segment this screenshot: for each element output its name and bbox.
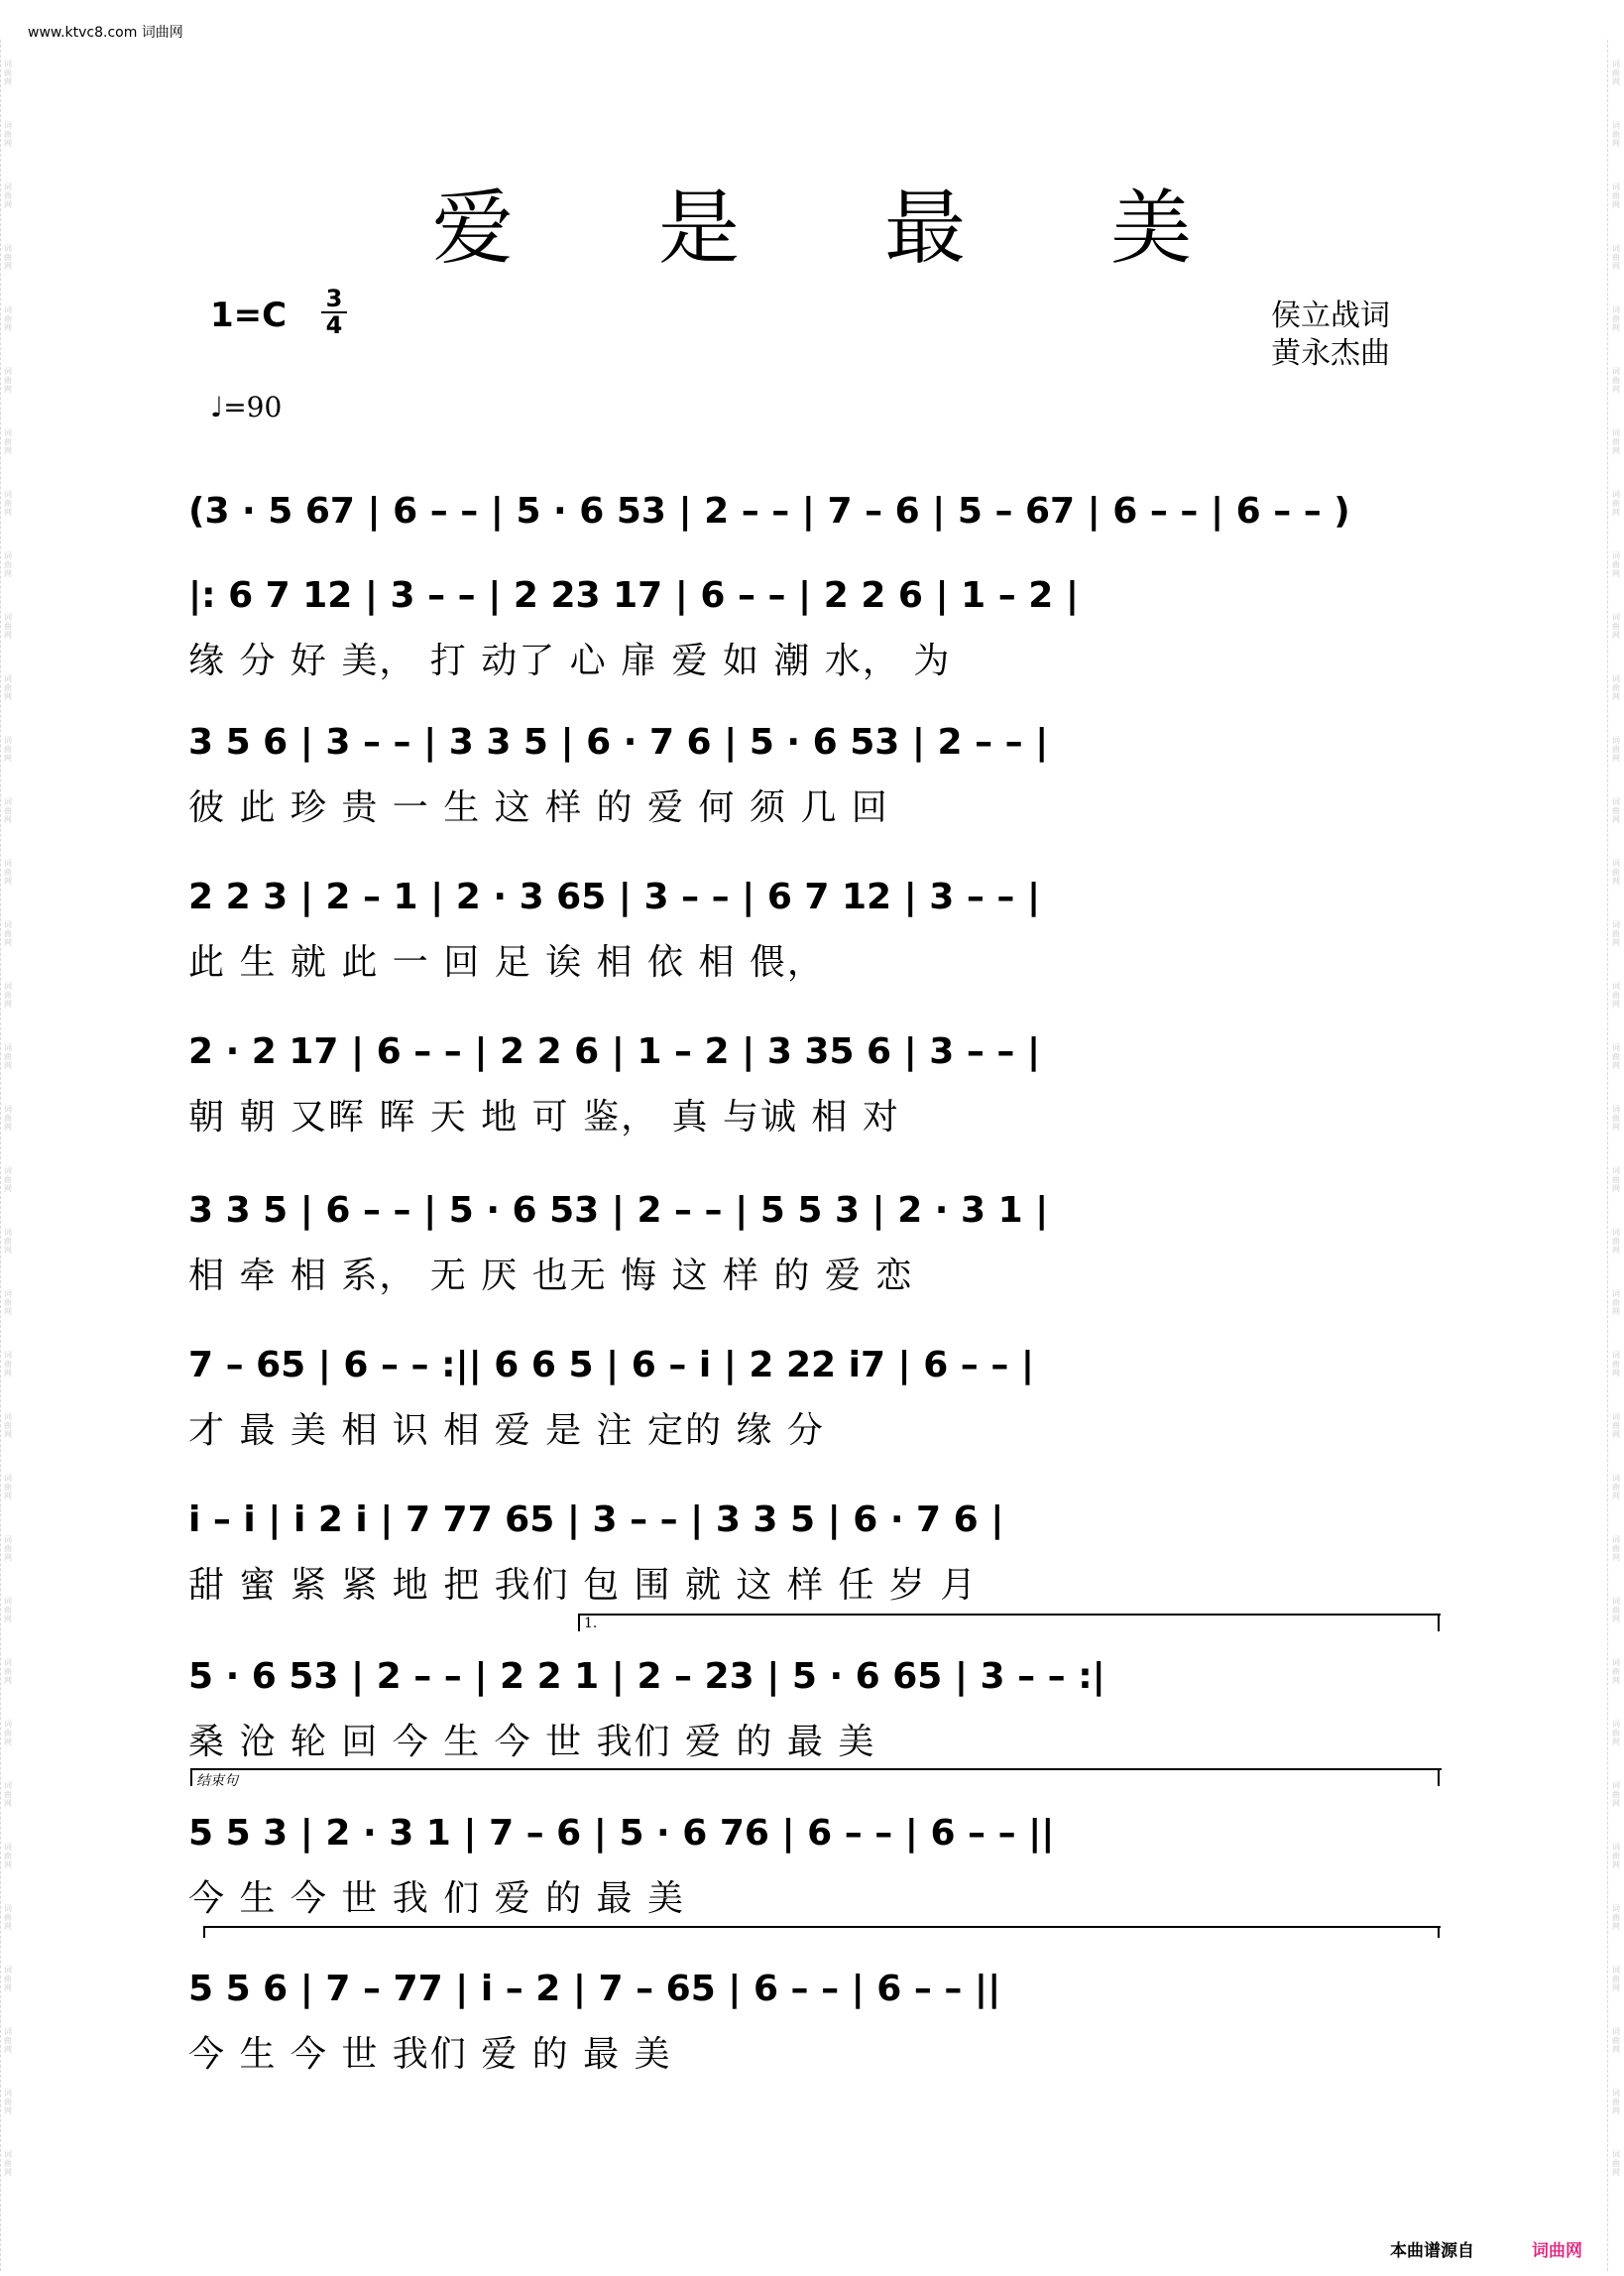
edge-watermark: 词曲网 bbox=[4, 428, 12, 455]
edge-watermark: 词曲网 bbox=[1612, 1351, 1620, 1378]
edge-watermark: 词曲网 bbox=[1612, 1904, 1620, 1931]
lyrics-line: 朝 朝 又晖 晖 天 地 可 鉴， 真 与诚 相 对 bbox=[188, 1097, 900, 1138]
lyrics-line: 才 最 美 相 识 相 爱 是 注 定的 缘 分 bbox=[188, 1410, 825, 1451]
edge-watermark: 词曲网 bbox=[1612, 1105, 1620, 1132]
edge-watermark: 词曲网 bbox=[1612, 613, 1620, 640]
edge-watermark: 词曲网 bbox=[4, 1228, 12, 1255]
notation-line: 3 5 6 | 3 – – | 3 3 5 | 6 · 7 6 | 5 · 6 53 | 2 – – | bbox=[188, 722, 1049, 763]
lyrics-line: 桑 沧 轮 回 今 生 今 世 我们 爱 的 最 美 bbox=[188, 1722, 876, 1762]
lyricist: 侯立战词 bbox=[1271, 299, 1390, 333]
edge-watermark: 词曲网 bbox=[1612, 1228, 1620, 1255]
edge-watermark: 词曲网 bbox=[1612, 1781, 1620, 1808]
notation-line: |: 6 7 12 | 3 – – | 2 23 17 | 6 – – | 2 2 6 | 1 – 2 | bbox=[188, 575, 1080, 616]
edge-watermark: 词曲网 bbox=[1612, 1474, 1620, 1500]
time-signature-bottom: 4 bbox=[321, 311, 347, 338]
edge-watermark: 词曲网 bbox=[4, 305, 12, 332]
alternate-ending-bracket-end bbox=[1438, 1926, 1440, 1938]
edge-watermark: 词曲网 bbox=[4, 1720, 12, 1746]
credits bbox=[1271, 298, 1390, 373]
edge-watermark: 词曲网 bbox=[4, 1535, 12, 1562]
notation-line: 7 – 65 | 6 – – :|| 6 6 5 | 6 – i | 2 22 i7 | 6 – – | bbox=[188, 1345, 1035, 1385]
ending-phrase-label: 结束句 bbox=[196, 1773, 238, 1789]
first-ending-bracket bbox=[578, 1614, 1441, 1631]
edge-watermark: 词曲网 bbox=[1612, 1966, 1620, 1992]
edge-watermark: 词曲网 bbox=[4, 797, 12, 824]
edge-watermark: 词曲网 bbox=[4, 490, 12, 517]
edge-watermark: 词曲网 bbox=[4, 1043, 12, 1070]
edge-watermark: 词曲网 bbox=[4, 121, 12, 148]
time-signature bbox=[321, 287, 347, 338]
first-ending-bracket-end bbox=[1438, 1614, 1440, 1631]
edge-watermark: 词曲网 bbox=[1612, 1843, 1620, 1869]
edge-watermark: 词曲网 bbox=[4, 1781, 12, 1808]
edge-watermark: 词曲网 bbox=[4, 674, 12, 701]
site-label: www.ktvc8.com 词曲网 bbox=[28, 25, 183, 41]
tempo-value: =90 bbox=[223, 391, 283, 423]
notation-line: 5 · 6 53 | 2 – – | 2 2 1 | 2 – 23 | 5 · 6 65 | 3 – – :| bbox=[188, 1656, 1105, 1697]
edge-watermark: 词曲网 bbox=[1612, 736, 1620, 763]
edge-watermark: 词曲网 bbox=[4, 1904, 12, 1931]
edge-watermark: 词曲网 bbox=[1612, 1597, 1620, 1623]
lyrics-line: 彼 此 珍 贵 一 生 这 样 的 爱 何 须 几 回 bbox=[188, 787, 889, 828]
edge-watermark: 词曲网 bbox=[4, 60, 12, 86]
notation-line: 5 5 3 | 2 · 3 1 | 7 – 6 | 5 · 6 76 | 6 – – | 6 – – || bbox=[188, 1813, 1055, 1854]
edge-watermark: 词曲网 bbox=[4, 367, 12, 394]
edge-watermark: 词曲网 bbox=[1612, 490, 1620, 517]
edge-watermark: 词曲网 bbox=[1612, 1658, 1620, 1685]
ending-phrase-bracket bbox=[190, 1768, 1442, 1789]
composer: 黄永杰曲 bbox=[1271, 336, 1390, 371]
footer-site-logo: 词曲网 bbox=[1532, 2241, 1582, 2261]
edge-watermark: 词曲网 bbox=[4, 982, 12, 1009]
edge-watermark: 词曲网 bbox=[1612, 60, 1620, 86]
edge-watermark: 词曲网 bbox=[1612, 2027, 1620, 2054]
edge-watermark: 词曲网 bbox=[1612, 2089, 1620, 2115]
song-title: 爱 是 最 美 bbox=[431, 181, 1252, 276]
edge-watermark: 词曲网 bbox=[1612, 982, 1620, 1009]
edge-watermark: 词曲网 bbox=[4, 859, 12, 886]
edge-watermark: 词曲网 bbox=[1612, 1535, 1620, 1562]
notation-line: i – i | i 2 i | 7 77 65 | 3 – – | 3 3 5 | 6 · 7 6 | bbox=[188, 1499, 1004, 1540]
notation-line: 3 3 5 | 6 – – | 5 · 6 53 | 2 – – | 5 5 3 | 2 · 3 1 | bbox=[188, 1190, 1049, 1231]
edge-watermark: 词曲网 bbox=[4, 1966, 12, 1992]
alternate-ending-bracket bbox=[203, 1926, 1441, 1938]
edge-watermark: 词曲网 bbox=[4, 182, 12, 209]
lyrics-line: 今 生 今 世 我们 爱 的 最 美 bbox=[188, 2034, 672, 2075]
notation-line: 2 · 2 17 | 6 – – | 2 2 6 | 1 – 2 | 3 35 6 | 3 – – | bbox=[188, 1031, 1041, 1072]
notation-line: 5 5 6 | 7 – 77 | i – 2 | 7 – 65 | 6 – – | 6 – – || bbox=[188, 1969, 1001, 2009]
lyrics-line: 此 生 就 此 一 回 足 诶 相 依 相 偎， bbox=[188, 942, 825, 983]
edge-watermark: 词曲网 bbox=[1612, 182, 1620, 209]
edge-watermark: 词曲网 bbox=[1612, 367, 1620, 394]
edge-watermark: 词曲网 bbox=[1612, 859, 1620, 886]
edge-watermark: 词曲网 bbox=[4, 1597, 12, 1623]
edge-watermark: 词曲网 bbox=[4, 1412, 12, 1439]
edge-watermark: 词曲网 bbox=[1612, 428, 1620, 455]
quarter-note-icon: ♩ bbox=[210, 391, 224, 423]
edge-watermark: 词曲网 bbox=[4, 244, 12, 271]
notation-line: (3 · 5 67 | 6 – – | 5 · 6 53 | 2 – – | 7 – 6 | 5 – 67 | 6 – – | 6 – – ) bbox=[188, 491, 1350, 532]
lyrics-line: 缘 分 好 美， 打 动了 心 扉 爱 如 潮 水， 为 bbox=[188, 641, 952, 681]
time-signature-top: 3 bbox=[325, 285, 343, 312]
key-signature: 1=C bbox=[210, 296, 288, 335]
tempo-marking bbox=[210, 391, 282, 423]
lyrics-line: 甜 蜜 紧 紧 地 把 我们 包 围 就 这 样 任 岁 月 bbox=[188, 1565, 979, 1606]
edge-watermark: 词曲网 bbox=[1612, 121, 1620, 148]
ending-phrase-bracket-end bbox=[1438, 1768, 1440, 1786]
lyrics-line: 相 牵 相 系， 无 厌 也无 悔 这 样 的 爱 恋 bbox=[188, 1256, 914, 1296]
edge-watermark: 词曲网 bbox=[4, 613, 12, 640]
footer-source-label: 本曲谱源自 bbox=[1390, 2241, 1474, 2261]
edge-watermark: 词曲网 bbox=[1612, 1043, 1620, 1070]
edge-watermark: 词曲网 bbox=[4, 1166, 12, 1193]
edge-watermark: 词曲网 bbox=[1612, 920, 1620, 947]
edge-watermark: 词曲网 bbox=[4, 1658, 12, 1685]
edge-watermark: 词曲网 bbox=[1612, 2150, 1620, 2177]
edge-watermark: 词曲网 bbox=[4, 736, 12, 763]
edge-watermark: 词曲网 bbox=[4, 1843, 12, 1869]
edge-watermark: 词曲网 bbox=[1612, 1166, 1620, 1193]
edge-watermark: 词曲网 bbox=[4, 1289, 12, 1316]
edge-watermark: 词曲网 bbox=[1612, 797, 1620, 824]
edge-watermark: 词曲网 bbox=[4, 551, 12, 578]
edge-watermark: 词曲网 bbox=[4, 2150, 12, 2177]
edge-watermark: 词曲网 bbox=[1612, 305, 1620, 332]
edge-watermark: 词曲网 bbox=[1612, 1720, 1620, 1746]
edge-watermark: 词曲网 bbox=[1612, 1412, 1620, 1439]
edge-watermark: 词曲网 bbox=[1612, 1289, 1620, 1316]
edge-watermark: 词曲网 bbox=[1612, 674, 1620, 701]
edge-watermark: 词曲网 bbox=[4, 1105, 12, 1132]
edge-watermark: 词曲网 bbox=[4, 920, 12, 947]
first-ending-label: 1. bbox=[584, 1616, 598, 1631]
lyrics-line: 今 生 今 世 我 们 爱 的 最 美 bbox=[188, 1878, 685, 1919]
edge-watermark: 词曲网 bbox=[4, 2089, 12, 2115]
edge-watermark: 词曲网 bbox=[1612, 244, 1620, 271]
edge-watermark: 词曲网 bbox=[1612, 551, 1620, 578]
edge-watermark: 词曲网 bbox=[4, 2027, 12, 2054]
notation-line: 2 2 3 | 2 – 1 | 2 · 3 65 | 3 – – | 6 7 12 | 3 – – | bbox=[188, 877, 1041, 917]
edge-watermark: 词曲网 bbox=[4, 1351, 12, 1378]
edge-watermark: 词曲网 bbox=[4, 1474, 12, 1500]
